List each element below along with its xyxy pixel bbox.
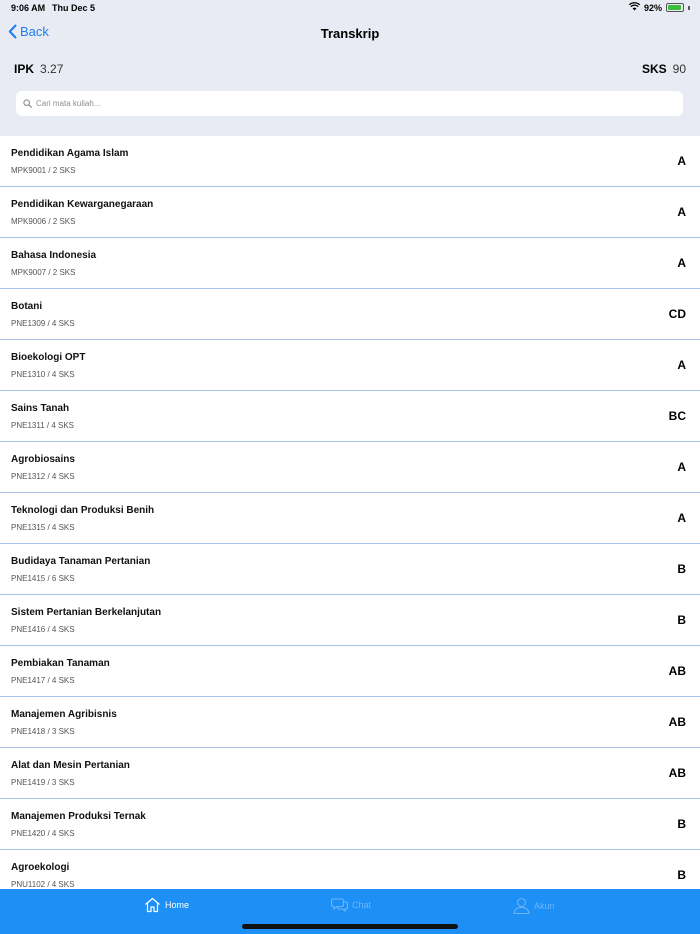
course-name: Budidaya Tanaman Pertanian	[11, 556, 151, 567]
course-grade: AB	[668, 766, 686, 780]
course-code-credits: MPK9006 / 2 SKS	[11, 217, 76, 226]
course-name: Pendidikan Agama Islam	[11, 148, 129, 159]
course-name: Manajemen Produksi Ternak	[11, 811, 146, 822]
course-name: Manajemen Agribisnis	[11, 709, 117, 720]
wifi-icon	[629, 2, 640, 13]
course-grade: AB	[668, 715, 686, 729]
course-row[interactable]	[0, 799, 700, 850]
course-name: Agrobiosains	[11, 454, 75, 465]
course-code-credits: PNE1312 / 4 SKS	[11, 472, 75, 481]
battery-percent: 92%	[643, 2, 662, 13]
course-name: Agroekologi	[11, 862, 70, 873]
course-row[interactable]	[0, 544, 700, 595]
course-row[interactable]	[0, 136, 700, 187]
course-row[interactable]	[0, 289, 700, 340]
home-indicator	[242, 924, 458, 929]
course-code-credits: MPK9007 / 2 SKS	[11, 268, 76, 277]
battery-tip	[688, 6, 690, 10]
course-code-credits: PNE1418 / 3 SKS	[11, 727, 75, 736]
home-icon	[144, 897, 161, 913]
course-code-credits: PNE1419 / 3 SKS	[11, 778, 75, 787]
course-name: Bioekologi OPT	[11, 352, 86, 363]
user-icon	[513, 897, 530, 914]
tab-akun-label: Akun	[534, 900, 555, 911]
course-code-credits: PNE1416 / 4 SKS	[11, 625, 75, 634]
tab-akun[interactable]	[513, 897, 555, 914]
course-name: Sains Tanah	[11, 403, 70, 414]
course-row[interactable]	[0, 442, 700, 493]
course-row[interactable]	[0, 391, 700, 442]
course-grade: A	[677, 256, 686, 270]
status-bar	[0, 0, 700, 18]
course-name: Pembiakan Tanaman	[11, 658, 110, 669]
sks-value: 90	[672, 62, 686, 76]
ipk-summary	[14, 62, 63, 76]
course-grade: A	[677, 460, 686, 474]
course-grade: B	[677, 613, 686, 627]
ipk-value: 3.27	[40, 62, 64, 76]
course-list	[0, 136, 700, 901]
course-row[interactable]	[0, 646, 700, 697]
status-indicators	[629, 2, 690, 13]
search-bar[interactable]	[16, 91, 683, 116]
course-code-credits: PNE1311 / 4 SKS	[11, 421, 74, 430]
course-grade: BC	[668, 409, 686, 423]
course-code-credits: PNE1420 / 4 SKS	[11, 829, 75, 838]
course-name: Alat dan Mesin Pertanian	[11, 760, 130, 771]
chat-icon	[331, 897, 348, 912]
course-code-credits: PNE1309 / 4 SKS	[11, 319, 75, 328]
course-grade: A	[677, 154, 686, 168]
battery-icon	[666, 3, 684, 12]
course-grade: B	[677, 868, 686, 882]
tab-home[interactable]	[144, 897, 189, 913]
course-code-credits: PNE1417 / 4 SKS	[11, 676, 75, 685]
sks-summary	[642, 62, 686, 76]
course-row[interactable]	[0, 187, 700, 238]
course-name: Botani	[11, 301, 43, 312]
course-name: Pendidikan Kewarganegaraan	[11, 199, 154, 210]
status-time: 9:06 AM	[11, 3, 46, 13]
course-code-credits: PNU1102 / 4 SKS	[11, 880, 75, 889]
transcript-summary	[0, 62, 700, 80]
course-grade: B	[677, 562, 686, 576]
course-row[interactable]	[0, 493, 700, 544]
ipk-label: IPK	[14, 62, 35, 76]
page-title: Transkrip	[320, 26, 380, 41]
back-label: Back	[20, 24, 49, 39]
course-grade: A	[677, 205, 686, 219]
navigation-bar	[0, 22, 700, 46]
course-grade: AB	[668, 664, 686, 678]
course-name: Sistem Pertanian Berkelanjutan	[11, 607, 162, 618]
search-input[interactable]	[36, 99, 683, 108]
status-date: Thu Dec 5	[52, 3, 96, 13]
course-code-credits: PNE1310 / 4 SKS	[11, 370, 75, 379]
search-icon	[23, 99, 32, 108]
course-row[interactable]	[0, 748, 700, 799]
tab-home-label: Home	[165, 900, 190, 910]
course-grade: CD	[668, 307, 686, 321]
course-grade: B	[677, 817, 686, 831]
course-row[interactable]	[0, 238, 700, 289]
course-row[interactable]	[0, 340, 700, 391]
course-code-credits: PNE1315 / 4 SKS	[11, 523, 75, 532]
course-name: Teknologi dan Produksi Benih	[11, 505, 155, 516]
course-row[interactable]	[0, 697, 700, 748]
course-code-credits: MPK9001 / 2 SKS	[11, 166, 76, 175]
course-grade: A	[677, 358, 686, 372]
course-name: Bahasa Indonesia	[11, 250, 97, 261]
tab-chat[interactable]	[331, 897, 371, 912]
course-row[interactable]	[0, 595, 700, 646]
sks-label: SKS	[641, 62, 667, 76]
course-code-credits: PNE1415 / 6 SKS	[11, 574, 75, 583]
tab-chat-label: Chat	[352, 899, 372, 910]
course-grade: A	[677, 511, 686, 525]
